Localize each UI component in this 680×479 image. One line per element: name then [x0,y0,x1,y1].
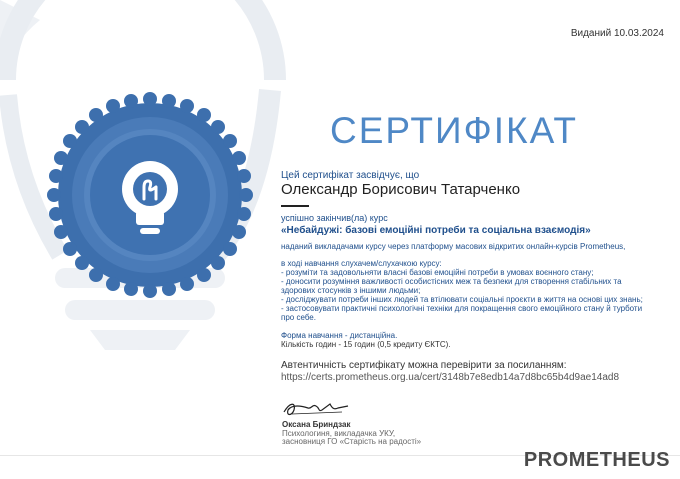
verify-link[interactable]: https://certs.prometheus.org.ua/cert/3148b7e8edb14a7d8bc65b4d9ae14ad8 [281,372,620,383]
outcome-item: - досліджувати потреби інших людей та втілювати соціальні проєкти в життя на основі цих знань; [281,295,643,304]
completed-text: успішно закінчив(ла) курс [281,213,388,223]
signer-organization: засновниця ГО «Старість на радості» [282,437,422,446]
signature-icon [282,398,352,420]
outcome-item: - доносити розуміння важливості особистісних меж та безпеки для створення стабільних та [281,277,622,286]
outcomes-list [281,268,671,322]
certifies-text: Цей сертифікат засвідчує, що [281,170,420,181]
prometheus-logo: PROMETHEUS [523,449,670,471]
study-form: Форма навчання - дистанційна. [281,331,398,340]
study-hours: Кількість годин - 15 годин (0,5 кредиту ЄКТС). [281,340,451,349]
provider-text: наданий викладачами курсу через платформу масових відкритих онлайн-курсів Prometheus, [281,242,626,251]
signer-name: Оксана Бриндзак [282,420,351,429]
recipient-name: Олександр Борисович Татарченко [281,181,521,198]
signer-role: Психологиня, викладачка УКУ, [282,429,396,438]
outcome-item: - розуміти та задовольняти власні базові емоційні потреби в умовах воєнного стану; [281,268,594,277]
certificate-title: СЕРТИФІКАТ [330,110,578,151]
divider [281,205,309,207]
outcome-item: про себе. [281,313,316,322]
lightbulb-badge-icon [0,0,300,350]
verify-text: Автентичність сертифікату можна перевірити за посиланням: [281,360,567,371]
course-title: «Небайдужі: базові емоційні потреби та соціальна взаємодія» [281,225,591,236]
outcome-item: - застосовувати практичні психологічні техніки для покращення свого емоційного стану й турботи [281,304,643,313]
learned-intro: в ході навчання слухачем/слухачкою курсу: [281,259,442,268]
outcome-item: здорових стосунків з іншими людьми; [281,286,421,295]
issue-date: Виданий 10.03.2024 [570,28,664,39]
